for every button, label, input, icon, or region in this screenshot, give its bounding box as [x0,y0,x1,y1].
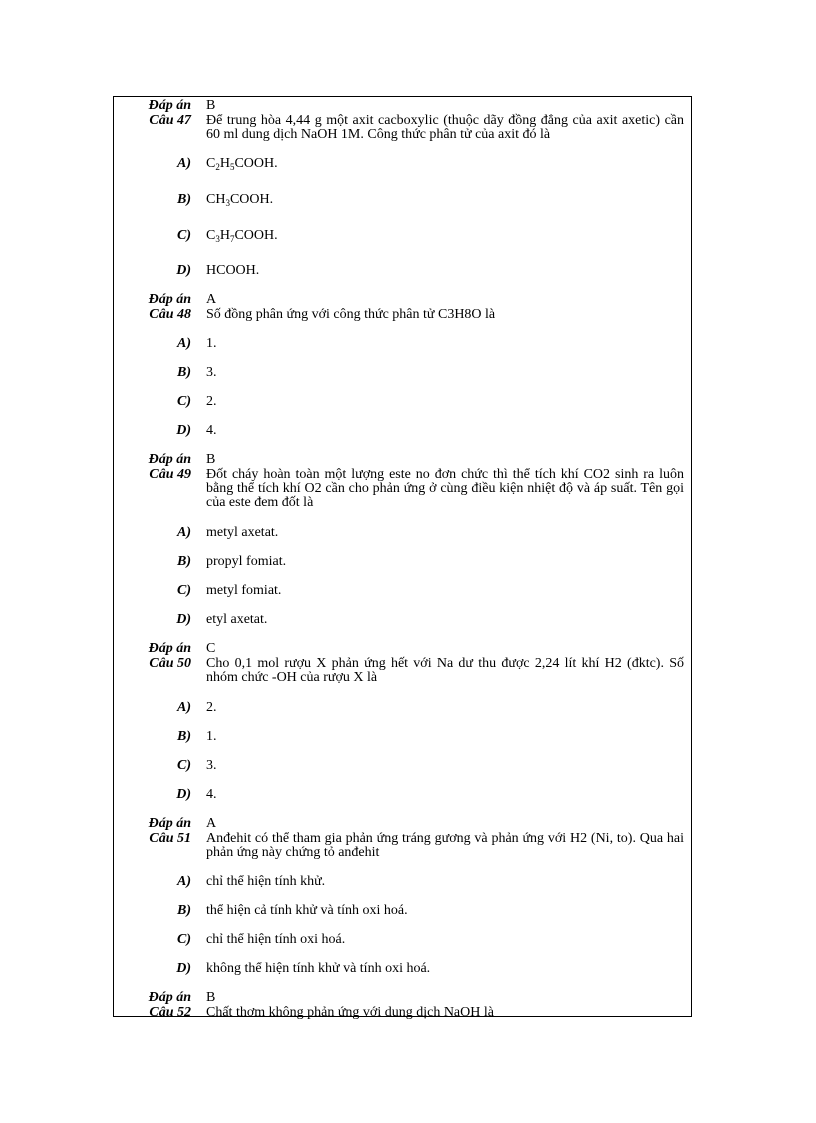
question-label: Câu 50 [149,656,191,671]
option-key: C) [177,394,191,409]
option-key: C) [177,228,191,243]
answer-label: Đáp án [148,641,191,656]
option-key: B) [177,729,191,744]
option-key: B) [177,192,191,207]
option-text: 4. [206,423,217,438]
question-table [113,96,692,1020]
question-text: Anđehit có thể tham gia phản ứng tráng gương và phản ứng với H2 (Ni, to). Qua hai phản ứng này chứng tỏ anđehit [206,831,684,860]
option-text: $CH_3COOH$. [206,192,274,208]
option-key: A) [177,156,191,171]
question-label: Câu 48 [149,307,191,322]
option-key: D) [176,423,191,438]
question-text: Cho 0,1 mol rượu X phản ứng hết với Na dư thu được 2,24 lít khí H2 (đktc). Số nhóm chức -OH của rượu X là [206,656,684,685]
option-key: D) [176,612,191,627]
answer-value: B [206,98,216,113]
option-text: 4. [206,787,217,802]
answer-label: Đáp án [148,98,191,113]
option-key: C) [177,758,191,773]
option-key: A) [177,336,191,351]
option-key: D) [176,263,191,278]
option-text: 3. [206,365,217,380]
answer-label: Đáp án [148,452,191,467]
option-key: D) [176,961,191,976]
answer-value: A [206,816,217,831]
option-key: C) [177,583,191,598]
question-label: Câu 49 [149,467,191,482]
option-text: 2. [206,394,217,409]
option-key: A) [177,525,191,540]
option-text: $C_2H_5COOH$. [206,156,278,172]
option-key: A) [177,700,191,715]
answer-label: Đáp án [148,990,191,1005]
question-label: Câu 52 [149,1005,191,1020]
option-key: A) [177,874,191,889]
option-text: 1. [206,729,217,744]
option-text: không thể hiện tính khử và tính oxi hoá. [206,961,431,976]
option-text: chỉ thể hiện tính khử. [206,874,326,889]
option-key: B) [177,554,191,569]
option-text: 3. [206,758,217,773]
option-text: propyl fomiat. [206,554,287,569]
answer-value: C [206,641,216,656]
answer-value: B [206,990,216,1005]
option-text: 2. [206,700,217,715]
option-text: etyl axetat. [206,612,268,627]
answer-label: Đáp án [148,816,191,831]
question-label: Câu 51 [149,831,191,846]
option-key: C) [177,932,191,947]
option-text: 1. [206,336,217,351]
answer-label: Đáp án [148,292,191,307]
question-text: Chất thơm không phản ứng với dung dịch NaOH là [206,1005,494,1020]
option-key: D) [176,787,191,802]
answer-value: A [206,292,217,307]
option-key: B) [177,365,191,380]
question-text: Để trung hòa 4,44 g một axit cacboxylic (thuộc dãy đồng đẳng của axit axetic) cần 60 ml dung dịch NaOH 1M. Công thức phân tử của axit đó là [206,113,684,142]
option-key: B) [177,903,191,918]
option-text: HCOOH. [206,263,260,278]
question-text: Số đồng phân ứng với công thức phân tử C3H8O là [206,307,496,322]
option-text: $C_3H_7COOH$. [206,228,278,244]
option-text: metyl fomiat. [206,583,282,598]
option-text: thể hiện cả tính khử và tính oxi hoá. [206,903,408,918]
question-text: Đốt cháy hoàn toàn một lượng este no đơn chức thì thể tích khí CO2 sinh ra luôn bằng thể tích khí O2 cần cho phản ứng ở cùng điều kiện nhiệt độ và áp suất. Tên gọi của este đem đốt là [206,467,684,510]
option-text: chỉ thể hiện tính oxi hoá. [206,932,346,947]
answer-value: B [206,452,216,467]
option-text: metyl axetat. [206,525,279,540]
question-label: Câu 47 [149,113,191,128]
